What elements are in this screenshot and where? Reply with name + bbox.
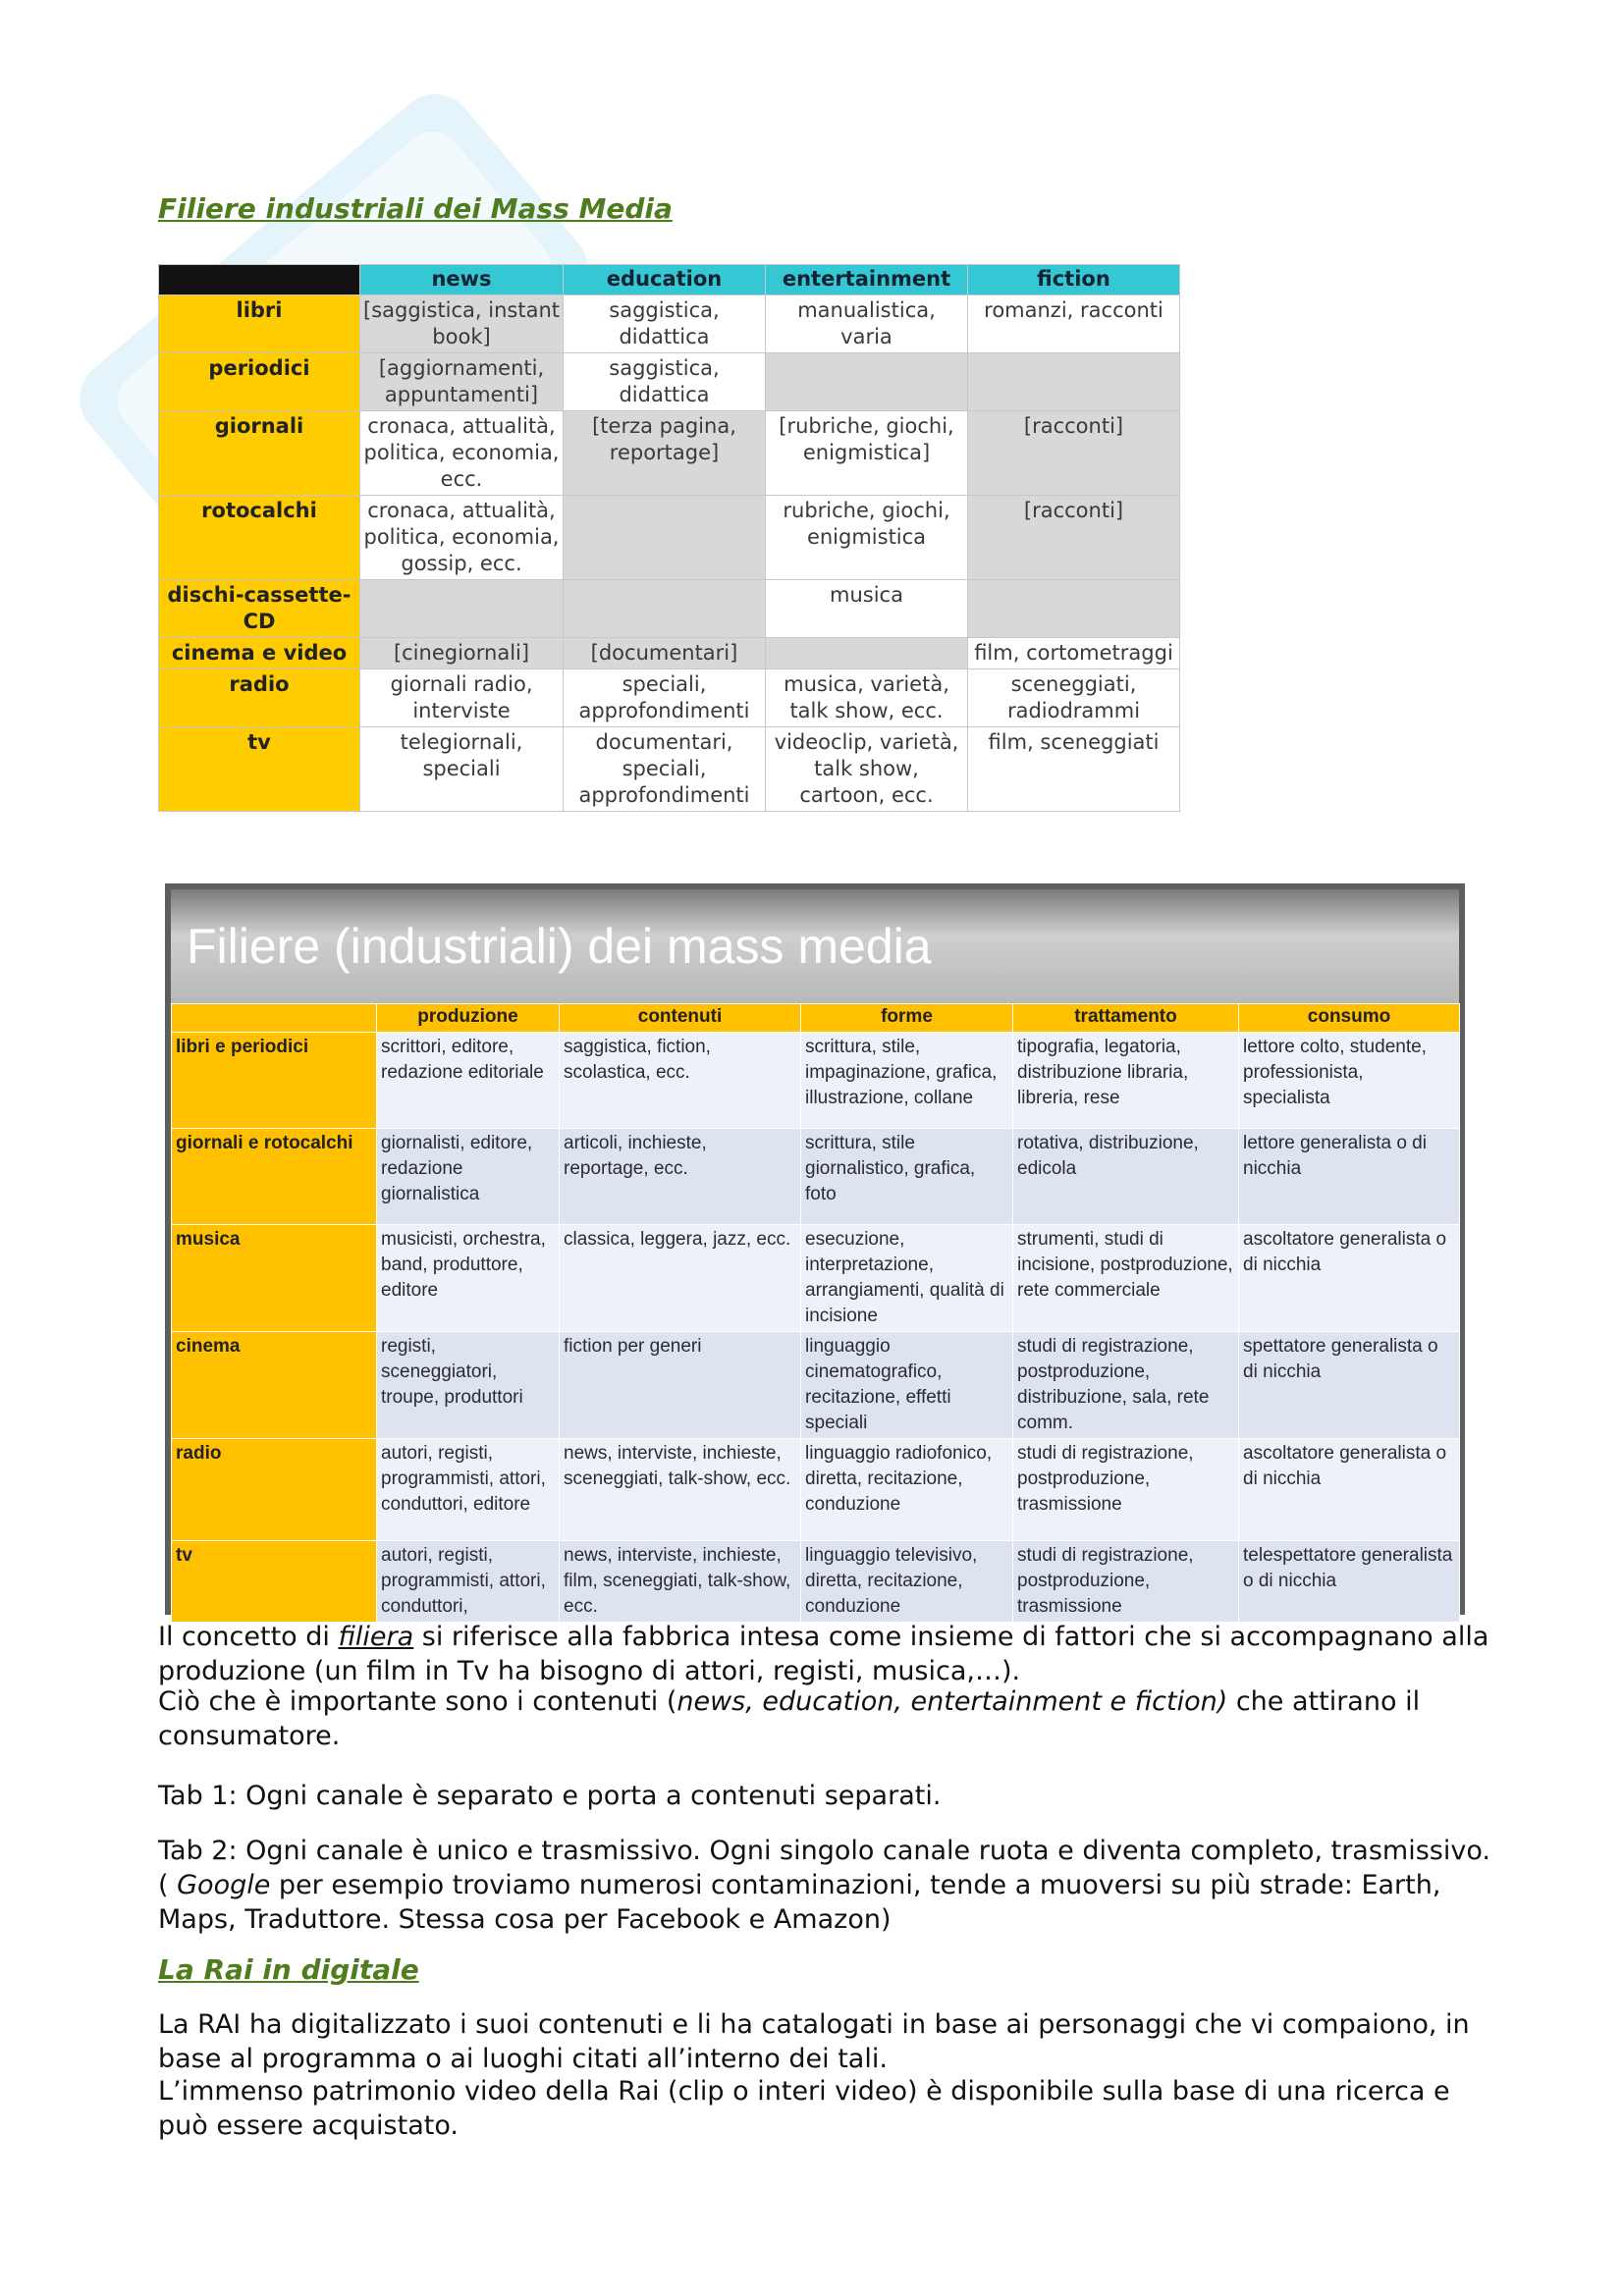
table-cell: autori, registi, programmisti, attori, conduttori, [377,1541,560,1623]
paragraph-filiera [158,1620,1493,1688]
table-cell: lettore colto, studente, professionista, specialista [1239,1033,1460,1129]
table-cell: studi di registrazione, postproduzione, distribuzione, sala, rete comm. [1013,1332,1239,1439]
column-header: education [564,265,766,295]
row-header: tv [159,727,360,812]
table-corner [159,265,360,295]
emphasis-google: Google [177,1870,271,1900]
table-row [159,295,1180,353]
table-cell: musica [766,580,968,638]
table-cell [564,580,766,638]
table-row [159,669,1180,727]
table-cell: linguaggio televisivo, diretta, recitazione, conduzione [801,1541,1013,1623]
table-row [159,638,1180,669]
table-cell: esecuzione, interpretazione, arrangiamenti, qualità di incisione [801,1225,1013,1332]
table-cell: telegiornali, speciali [360,727,564,812]
text-span: Ciò che è importante sono i contenuti ( [158,1686,677,1717]
table-cell: [cinegiornali] [360,638,564,669]
table-cell: lettore generalista o di nicchia [1239,1129,1460,1225]
table-cell: rubriche, giochi, enigmistica [766,496,968,580]
table-cell: news, interviste, inchieste, sceneggiati, talk-show, ecc. [560,1439,801,1541]
table-cell: fiction per generi [560,1332,801,1439]
row-header: giornali e rotocalchi [172,1129,377,1225]
column-header: produzione [377,1004,560,1033]
table-cell: speciali, approfondimenti [564,669,766,727]
text-span: Tab 2: Ogni canale è unico e trasmissivo. Ogni singolo canale ruota e diventa completo, trasmissivo. ( [158,1836,1490,1900]
table-cell: cronaca, attualità, politica, economia, gossip, ecc. [360,496,564,580]
table-row [172,1541,1460,1623]
table-cell: [rubriche, giochi, enigmistica] [766,411,968,496]
row-header: rotocalchi [159,496,360,580]
text-span: che attirano il consumatore. [158,1686,1421,1751]
row-header: periodici [159,353,360,411]
row-header: musica [172,1225,377,1332]
table-cell: studi di registrazione, postproduzione, trasmissione [1013,1541,1239,1623]
table-filiere-mass-media [171,1003,1460,1623]
table-cell [968,580,1180,638]
table-cell: musica, varietà, talk show, ecc. [766,669,968,727]
text-span: si riferisce alla fabbrica intesa come insieme di fattori che si accompagnano alla produzione (un film in Tv ha bisogno di attori, registi, musica,…). [158,1622,1489,1686]
table-cell: scrittura, stile giornalistico, grafica, foto [801,1129,1013,1225]
table-cell: spettatore generalista o di nicchia [1239,1332,1460,1439]
table-row [159,353,1180,411]
emphasis-contenuti: news, education, entertainment e fiction) [676,1686,1228,1717]
table-cell: registi, sceneggiatori, troupe, produttori [377,1332,560,1439]
slide-title: Filiere (industriali) dei mass media [187,919,932,974]
row-header: cinema [172,1332,377,1439]
table-cell: manualistica, varia [766,295,968,353]
table-row [172,1332,1460,1439]
table-cell [766,353,968,411]
column-header: consumo [1239,1004,1460,1033]
table-cell [360,580,564,638]
slide-filiere [165,883,1465,1615]
table-cell: news, interviste, inchieste, film, sceneggiati, talk-show, ecc. [560,1541,801,1623]
table-row [172,1129,1460,1225]
table-cell: ascoltatore generalista o di nicchia [1239,1225,1460,1332]
row-header: tv [172,1541,377,1623]
table-cell: [racconti] [968,411,1180,496]
table-row [159,411,1180,496]
table-cell: classica, leggera, jazz, ecc. [560,1225,801,1332]
table-cell: videoclip, varietà, talk show, cartoon, ecc. [766,727,968,812]
table-cell: articoli, inchieste, reportage, ecc. [560,1129,801,1225]
row-header: radio [172,1439,377,1541]
table-cell: musicisti, orchestra, band, produttore, editore [377,1225,560,1332]
paragraph-rai-patrimonio: L’immenso patrimonio video della Rai (clip o interi video) è disponibile sulla base di una ricerca e può essere acquistato. [158,2076,1450,2141]
row-header: libri e periodici [172,1033,377,1129]
table-cell [564,496,766,580]
table-cell: studi di registrazione, postproduzione, trasmissione [1013,1439,1239,1541]
table-cell: [documentari] [564,638,766,669]
paragraph-contenuti [158,1684,1493,1753]
table-cell: [racconti] [968,496,1180,580]
table-cell: sceneggiati, radiodrammi [968,669,1180,727]
table-corner [172,1004,377,1033]
table-cell: [terza pagina, reportage] [564,411,766,496]
column-header: fiction [968,265,1180,295]
table-cell [766,638,968,669]
row-header: radio [159,669,360,727]
column-header: contenuti [560,1004,801,1033]
table-cell: saggistica, fiction, scolastica, ecc. [560,1033,801,1129]
row-header: cinema e video [159,638,360,669]
row-header: libri [159,295,360,353]
table-cell: scrittura, stile, impaginazione, grafica, illustrazione, collane [801,1033,1013,1129]
table-cell: documentari, speciali, approfondimenti [564,727,766,812]
table-cell: linguaggio radiofonico, diretta, recitazione, conduzione [801,1439,1013,1541]
table-cell: tipografia, legatoria, distribuzione libraria, libreria, rese [1013,1033,1239,1129]
text-span: per esempio troviamo numerosi contaminazioni, tende a muoversi su più strade: Earth, Maps, Traduttore. Stessa cosa per Facebook e Amazon) [158,1870,1441,1935]
table-row [172,1439,1460,1541]
table-row [159,496,1180,580]
table-cell: saggistica, didattica [564,353,766,411]
table-cell: autori, registi, programmisti, attori, conduttori, editore [377,1439,560,1541]
table-cell: scrittori, editore, redazione editoriale [377,1033,560,1129]
table-cell: film, cortometraggi [968,638,1180,669]
table-cell: film, sceneggiati [968,727,1180,812]
table-cell: romanzi, racconti [968,295,1180,353]
table-cell [968,353,1180,411]
table-cell: [saggistica, instant book] [360,295,564,353]
table-row [159,727,1180,812]
table-cell: rotativa, distribuzione, edicola [1013,1129,1239,1225]
table-cell: cronaca, attualità, politica, economia, ecc. [360,411,564,496]
paragraph-tab1: Tab 1: Ogni canale è separato e porta a contenuti separati. [158,1781,942,1811]
section-heading-filiere: Filiere industriali dei Mass Media [158,192,673,225]
slide-header [171,889,1459,1003]
table-filiere-contenuti [158,264,1180,812]
emphasis-filiera: filiera [338,1622,414,1652]
row-header: dischi-cassette-CD [159,580,360,638]
table-row [172,1033,1460,1129]
text-span: Il concetto di [158,1622,339,1652]
column-header: entertainment [766,265,968,295]
table-cell: giornali radio, interviste [360,669,564,727]
section-heading-rai: La Rai in digitale [158,1953,419,1986]
table-cell: ascoltatore generalista o di nicchia [1239,1439,1460,1541]
table-cell: [aggiornamenti, appuntamenti] [360,353,564,411]
column-header: trattamento [1013,1004,1239,1033]
table-row [172,1225,1460,1332]
table-cell: saggistica, didattica [564,295,766,353]
column-header: news [360,265,564,295]
table-cell: strumenti, studi di incisione, postproduzione, rete commerciale [1013,1225,1239,1332]
column-header: forme [801,1004,1013,1033]
table-row [159,580,1180,638]
table-cell: linguaggio cinematografico, recitazione, effetti speciali [801,1332,1013,1439]
table-cell: telespettatore generalista o di nicchia [1239,1541,1460,1623]
paragraph-rai-digitale: La RAI ha digitalizzato i suoi contenuti e li ha catalogati in base ai personaggi che vi compaiono, in base al programma o ai luoghi citati all’interno dei tali. [158,2009,1470,2074]
row-header: giornali [159,411,360,496]
paragraph-tab2 [158,1834,1493,1937]
table-cell: giornalisti, editore, redazione giornalistica [377,1129,560,1225]
